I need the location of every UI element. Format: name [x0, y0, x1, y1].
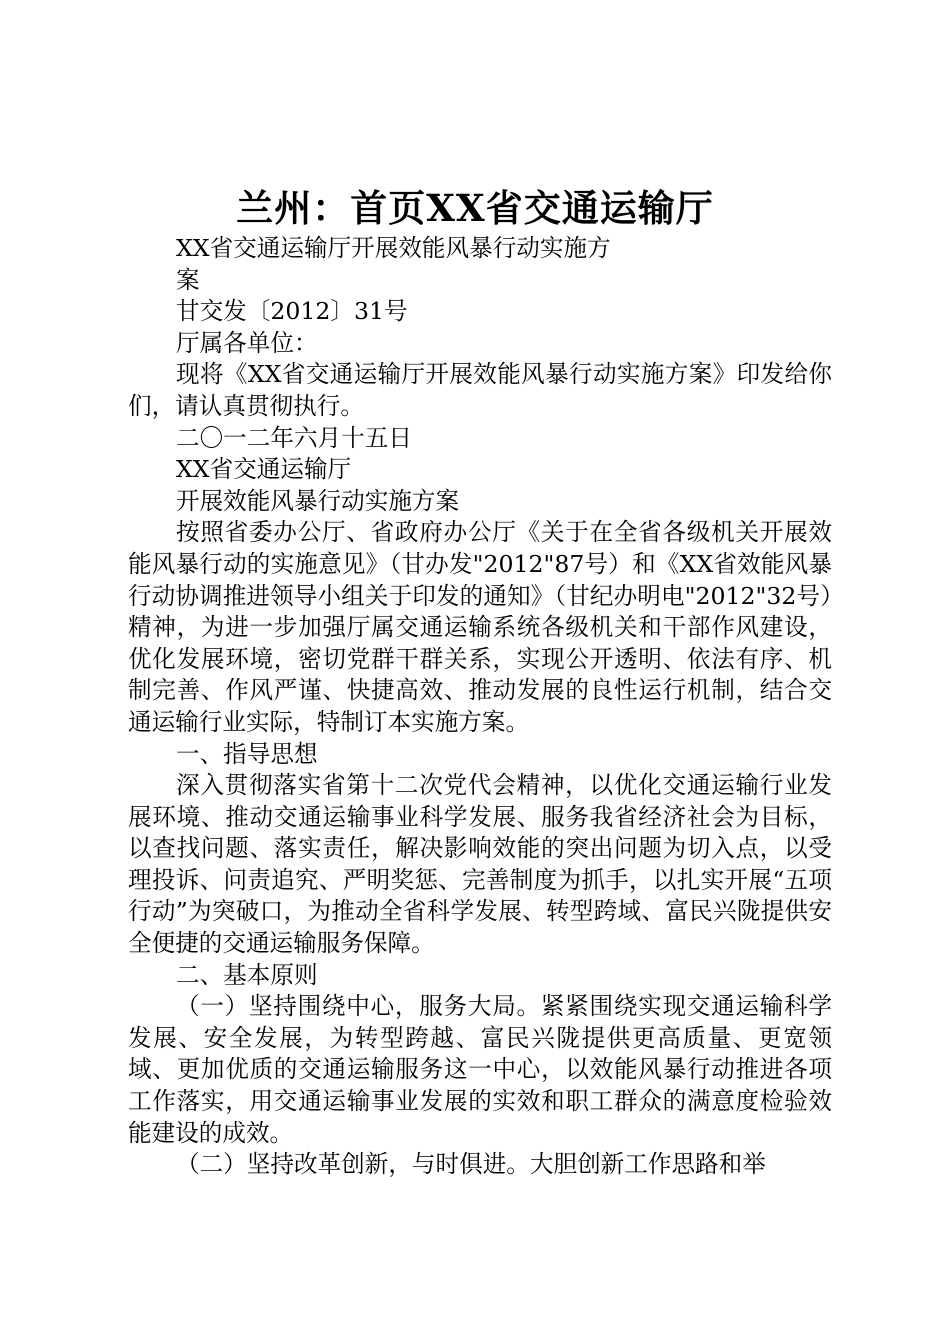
section-1-heading: 一、指导思想: [176, 739, 318, 768]
document-body: [128, 233, 832, 1181]
principle-1-paragraph: （一）坚持围绕中心，服务大局。紧紧围绕实现交通运输科学发展、安全发展，为转型跨越、富民兴陇提供更高质量、更宽领域、更加优质的交通运输服务这一中心，以效能风暴行动推进各项工作落实，用交通运输事业发展的实效和职工群众的满意度检验效能建设的成效。: [128, 992, 832, 1147]
heading-line-2: 案: [176, 265, 200, 294]
salutation: 厅属各单位：: [176, 328, 318, 357]
document-title: 兰州：首页XX省交通运输厅: [236, 186, 714, 230]
section-2-heading: 二、基本原则: [176, 960, 318, 989]
notice-paragraph: 现将《XX省交通运输厅开展效能风暴行动实施方案》印发给你们，请认真贯彻执行。: [128, 360, 832, 420]
issuer: XX省交通运输厅: [176, 455, 352, 484]
heading-line-1: XX省交通运输厅开展效能风暴行动实施方: [176, 234, 611, 262]
principle-2-paragraph: （二）坚持改革创新，与时俱进。大胆创新工作思路和举: [176, 1150, 766, 1179]
intro-paragraph: 按照省委办公厅、省政府办公厅《关于在全省各级机关开展效能风暴行动的实施意见》（甘办发"2012"87号）和《XX省效能风暴行动协调推进领导小组关于印发的通知》（甘纪办明电"2012"32号）精神，为进一步加强厅属交通运输系统各级机关和干部作风建设，优化发展环境，密切党群干群关系，实现公开透明、依法有序、机制完善、作风严谨、快捷高效、推动发展的良性运行机制，结合交通运输行业实际，特制订本实施方案。: [128, 518, 832, 736]
issue-date: 二〇一二年六月十五日: [176, 423, 412, 452]
section-1-paragraph: 深入贯彻落实省第十二次党代会精神，以优化交通运输行业发展环境、推动交通运输事业科学发展、服务我省经济社会为目标，以查找问题、落实责任，解决影响效能的突出问题为切入点，以受理投诉、问责追究、严明奖惩、完善制度为抓手，以扎实开展“五项行动”为突破口，为推动全省科学发展、转型跨域、富民兴陇提供安全便捷的交通运输服务保障。: [128, 771, 832, 958]
document-number: 甘交发〔2012〕31号: [176, 297, 408, 326]
plan-title: 开展效能风暴行动实施方案: [176, 486, 460, 515]
